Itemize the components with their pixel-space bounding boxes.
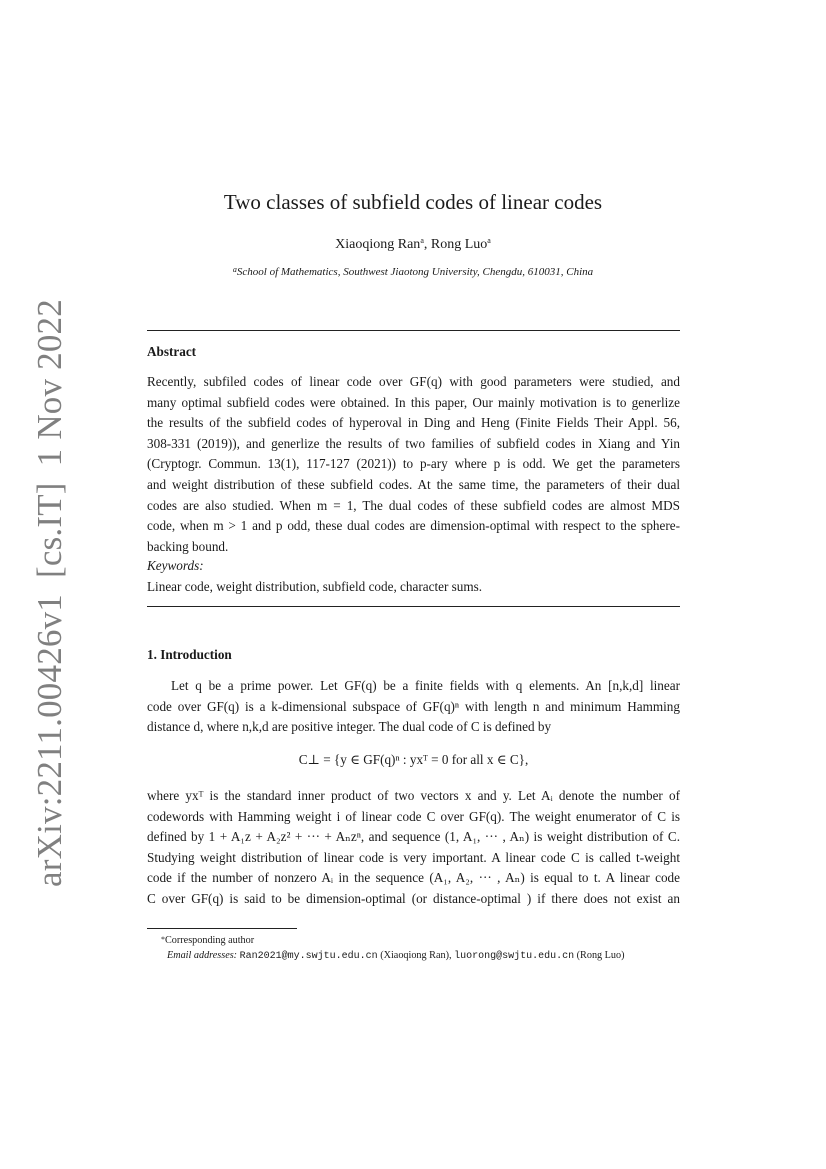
abstract-body <box>147 372 680 557</box>
abstract-line: (Cryptogr. Commun. 13(1), 117-127 (2021)) to p-ary where p is odd. We get the parameters <box>147 456 680 472</box>
affiliation-mark: a <box>420 236 424 245</box>
email-label: Email addresses: <box>167 950 238 961</box>
abstract-line: Recently, subfiled codes of linear code over GF(q) with good parameters were studied, and <box>147 374 680 389</box>
abstract-line: codes are also studied. When m = 1, The dual codes of these subfield codes are almost MDS <box>147 497 680 513</box>
abstract-line: and weight distribution of these subfield codes. At the same time, the parameters of their dual <box>147 476 680 492</box>
author-name: Xiaoqiong Ran <box>335 237 421 252</box>
intro-line: code if the number of nonzero Aᵢ in the sequence (A₁, A₂, ··· , Aₙ) is equal to t. A linear code <box>147 870 680 886</box>
dual-code-equation: C⊥ = {y ∈ GF(q)ⁿ : yxᵀ = 0 for all x ∈ C}, <box>298 752 529 767</box>
author-list <box>0 237 826 253</box>
email-link[interactable]: luorong@swjtu.edu.cn <box>454 951 575 962</box>
footnote-emails <box>147 948 700 964</box>
affiliation <box>0 266 826 278</box>
footnote-rule <box>147 928 297 929</box>
abstract-line: the results of the subfield codes of hyperoval in Ding and Heng (Finite Fields Their Appl. 56, <box>147 415 680 431</box>
paper-title: Two classes of subfield codes of linear codes <box>223 190 603 214</box>
email-link[interactable]: Ran2021@my.swjtu.edu.cn <box>239 951 378 962</box>
abstract-line: backing bound. <box>147 538 229 554</box>
intro-line: defined by 1 + A₁z + A₂z² + ··· + Aₙzⁿ, and sequence (1, A₁, ··· , Aₙ) is weight distribution of C. <box>147 829 680 845</box>
abstract-line: code, when m > 1 and p odd, these dual codes are dimension-optimal with respect to the sphere- <box>147 518 680 534</box>
intro-line: distance d, where n,k,d are positive integer. The dual code of C is defined by <box>147 719 552 735</box>
author-separator: , <box>423 237 431 252</box>
intro-line: codewords with Hamming weight i of linear code C over GF(q). The weight enumerator of C is <box>147 808 680 824</box>
abstract-line: many optimal subfield codes were obtained. In this paper, Our mainly motivation is to generlize <box>147 394 680 410</box>
footnote-corresponding <box>147 933 694 948</box>
keywords-heading: Keywords: <box>147 558 204 573</box>
footnote-corresponding-text: Corresponding author <box>165 935 255 946</box>
abstract-bottom-rule <box>147 606 680 607</box>
intro-line: Studying weight distribution of linear code is very important. A linear code C is called t-weight <box>147 849 680 865</box>
abstract-top-rule <box>147 330 680 331</box>
footnote-mark: * <box>161 935 165 944</box>
email-owner: (Xiaoqiong Ran), <box>380 950 452 961</box>
intro-line: C over GF(q) is said to be dimension-optimal (or distance-optimal ) if there does not exist an <box>147 890 680 906</box>
author-name: Rong Luo <box>430 237 488 252</box>
email-owner: (Rong Luo) <box>576 950 625 961</box>
affiliation-mark: a <box>487 236 491 245</box>
intro-paragraph-1 <box>147 676 680 738</box>
abstract-line: 308-331 (2019)), and generlize the results of two families of subfield codes in Xiang and Yin <box>147 435 680 451</box>
arxiv-date: 1 Nov 2022 <box>30 299 69 467</box>
affiliation-text: School of Mathematics, Southwest Jiaotong University, Chengdu, 610031, China <box>236 266 594 278</box>
arxiv-id: arXiv:2211.00426v1 <box>30 593 69 887</box>
abstract-heading: Abstract <box>147 344 197 359</box>
affiliation-mark: a <box>232 265 237 274</box>
intro-paragraph-2 <box>147 786 680 910</box>
keywords-text: Linear code, weight distribution, subfield code, character sums. <box>147 579 483 594</box>
intro-line: Let q be a prime power. Let GF(q) be a finite fields with q elements. An [n,k,d] linear <box>171 678 680 693</box>
arxiv-category: [cs.IT] <box>30 482 69 578</box>
intro-line: where yxᵀ is the standard inner product of two vectors x and y. Let Aᵢ denote the number of <box>147 788 680 803</box>
arxiv-stamp <box>30 283 70 887</box>
section-heading: 1. Introduction <box>147 647 232 662</box>
intro-line: code over GF(q) is a k-dimensional subspace of GF(q)ⁿ with length n and minimum Hamming <box>147 698 680 714</box>
